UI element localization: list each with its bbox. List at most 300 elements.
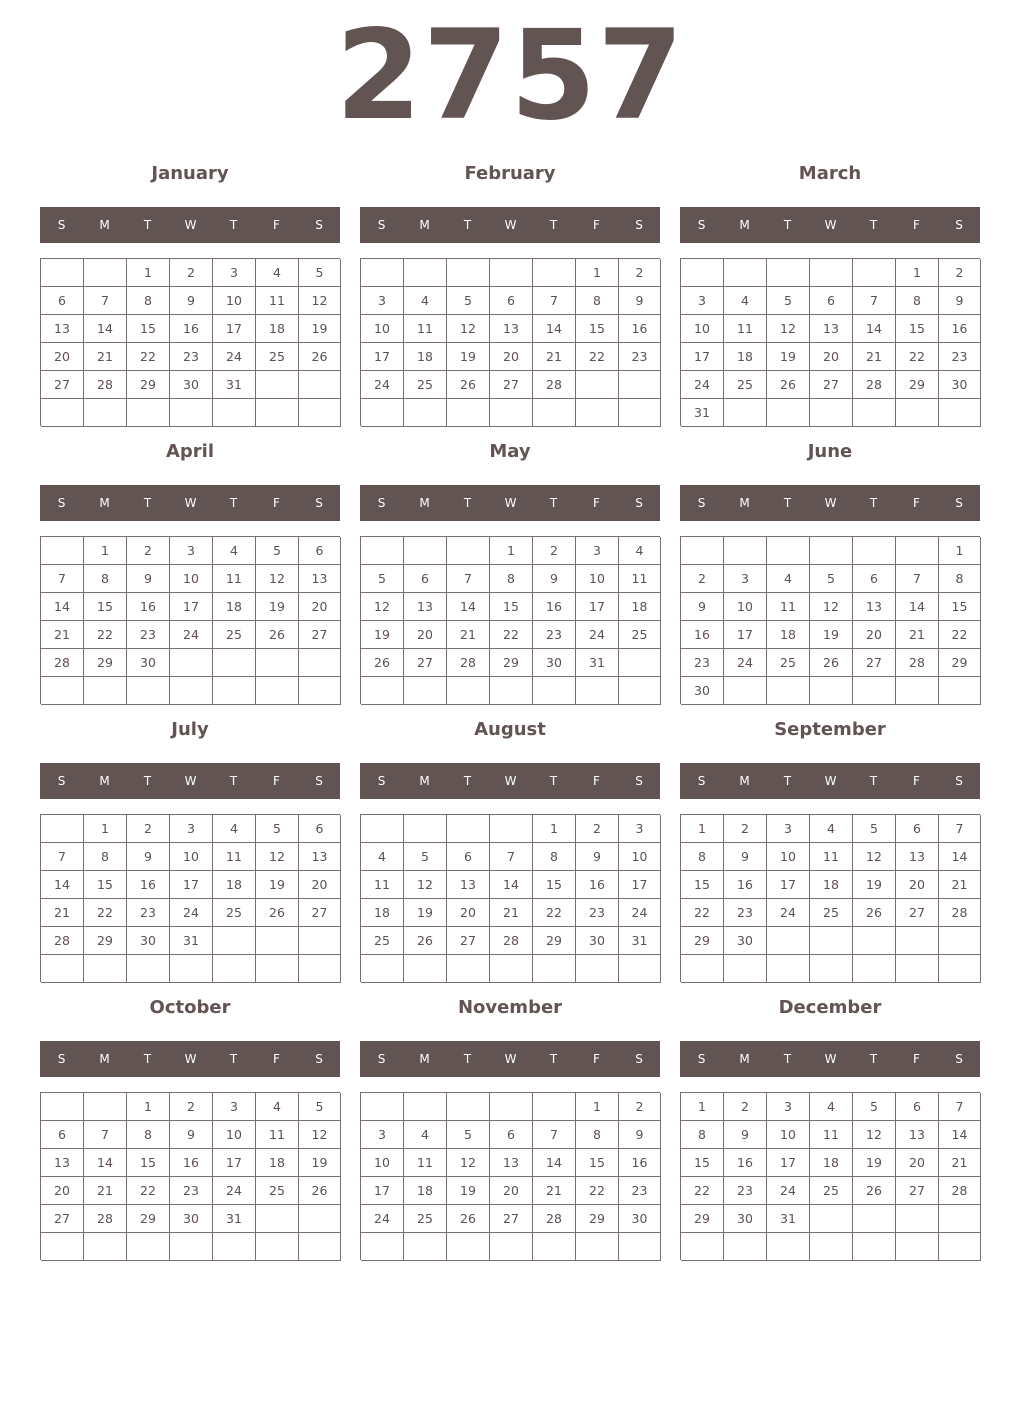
day-cell: 28 [533,371,576,399]
day-cell: 29 [896,371,939,399]
day-cell: 25 [404,371,447,399]
day-cell: 2 [533,537,576,565]
day-cell: 12 [853,1121,896,1149]
empty-cell [299,1233,341,1261]
empty-cell [84,677,127,705]
day-cell: 19 [299,1149,341,1177]
day-cell: 20 [490,343,533,371]
day-cell: 30 [533,649,576,677]
empty-cell [576,371,619,399]
day-cell: 26 [810,649,853,677]
weekday-label: M [99,774,110,788]
empty-cell [41,815,84,843]
month-april [40,437,340,707]
empty-cell [767,677,810,705]
day-cell: 17 [767,871,810,899]
empty-cell [724,399,767,427]
day-cell: 7 [490,843,533,871]
weekday-label: M [739,1052,750,1066]
day-cell: 4 [810,815,853,843]
day-cell: 27 [404,649,447,677]
empty-cell [619,955,661,983]
day-cell: 14 [447,593,490,621]
day-cell: 8 [490,565,533,593]
weekday-label: T [143,496,152,510]
empty-cell [853,537,896,565]
empty-cell [213,1233,256,1261]
day-cell: 16 [170,315,213,343]
empty-cell [447,399,490,427]
day-cell: 1 [576,1093,619,1121]
empty-cell [447,955,490,983]
day-cell: 13 [853,593,896,621]
month-december [680,993,980,1263]
day-cell: 31 [213,1205,256,1233]
day-cell: 6 [490,287,533,315]
day-cell: 29 [84,927,127,955]
day-cell: 6 [41,1121,84,1149]
empty-cell [681,259,724,287]
day-cell: 15 [127,1149,170,1177]
day-cell: 12 [447,1149,490,1177]
day-cell: 19 [256,871,299,899]
weekday-label: S [955,1052,963,1066]
day-cell: 1 [84,815,127,843]
day-cell: 8 [939,565,981,593]
month-title: September [774,719,886,740]
day-cell: 24 [576,621,619,649]
day-cell: 5 [256,815,299,843]
empty-cell [299,927,341,955]
empty-cell [724,677,767,705]
empty-cell [41,399,84,427]
day-cell: 8 [127,1121,170,1149]
day-cell: 13 [490,315,533,343]
day-cell: 28 [447,649,490,677]
day-cell: 21 [84,343,127,371]
day-cell: 4 [404,287,447,315]
day-cell: 9 [170,1121,213,1149]
day-cell: 20 [41,343,84,371]
day-cell: 2 [170,259,213,287]
empty-cell [213,399,256,427]
empty-cell [404,677,447,705]
day-cell: 12 [767,315,810,343]
day-cell: 6 [299,815,341,843]
empty-cell [404,1093,447,1121]
empty-cell [256,649,299,677]
weekday-label: W [824,774,837,788]
day-cell: 10 [681,315,724,343]
empty-cell [533,955,576,983]
month-title: May [489,441,531,462]
day-cell: 23 [681,649,724,677]
empty-cell [41,1093,84,1121]
day-cell: 9 [939,287,981,315]
day-cell: 3 [170,815,213,843]
day-cell: 17 [213,1149,256,1177]
day-cell: 13 [490,1149,533,1177]
day-cell: 23 [724,1177,767,1205]
month-august [360,715,660,985]
month-october [40,993,340,1263]
day-cell: 20 [896,871,939,899]
day-cell: 26 [767,371,810,399]
empty-cell [533,1233,576,1261]
empty-cell [896,1233,939,1261]
empty-cell [853,927,896,955]
month-title: November [457,997,563,1018]
day-cell: 26 [256,621,299,649]
day-cell: 9 [724,1121,767,1149]
day-cell: 3 [724,565,767,593]
day-cell: 28 [939,1177,981,1205]
day-cell: 12 [256,565,299,593]
day-cell: 10 [361,1149,404,1177]
empty-cell [84,1233,127,1261]
day-cell: 21 [939,1149,981,1177]
empty-cell [213,927,256,955]
day-cell: 14 [84,1149,127,1177]
weekday-label: W [824,496,837,510]
day-cell: 19 [447,1177,490,1205]
weekday-label: M [99,218,110,232]
day-cell: 31 [767,1205,810,1233]
day-cell: 18 [404,1177,447,1205]
empty-cell [490,1093,533,1121]
day-cell: 16 [127,593,170,621]
empty-cell [84,1093,127,1121]
day-cell: 27 [810,371,853,399]
month-title: April [165,441,215,462]
empty-cell [127,677,170,705]
day-cell: 29 [939,649,981,677]
day-cell: 16 [576,871,619,899]
day-cell: 2 [724,1093,767,1121]
empty-cell [256,927,299,955]
day-cell: 18 [619,593,661,621]
empty-cell [84,259,127,287]
day-cell: 29 [84,649,127,677]
day-cell: 12 [299,1121,341,1149]
day-cell: 4 [404,1121,447,1149]
weekday-label: F [913,1052,920,1066]
empty-cell [361,677,404,705]
day-cell: 24 [213,343,256,371]
day-cell: 21 [533,1177,576,1205]
empty-cell [681,955,724,983]
day-cell: 30 [724,927,767,955]
day-cell: 2 [127,537,170,565]
weekday-label: S [697,218,706,232]
day-cell: 23 [619,1177,661,1205]
weekday-label: F [593,774,600,788]
day-cell: 21 [447,621,490,649]
empty-cell [404,1233,447,1261]
empty-cell [896,677,939,705]
empty-cell [939,927,981,955]
empty-cell [170,677,213,705]
weekday-label: T [783,218,792,232]
day-cell: 23 [170,343,213,371]
empty-cell [404,955,447,983]
day-grid [680,814,980,982]
day-cell: 15 [533,871,576,899]
day-cell: 2 [939,259,981,287]
day-cell: 11 [404,315,447,343]
month-march [680,159,980,429]
day-cell: 25 [767,649,810,677]
weekday-label: M [99,1052,110,1066]
day-cell: 10 [619,843,661,871]
day-cell: 28 [853,371,896,399]
day-cell: 19 [853,1149,896,1177]
empty-cell [256,1205,299,1233]
day-cell: 21 [533,343,576,371]
weekday-label: T [229,496,238,510]
day-cell: 25 [213,899,256,927]
day-cell: 13 [41,1149,84,1177]
day-cell: 24 [619,899,661,927]
weekday-label: M [419,774,430,788]
day-cell: 16 [533,593,576,621]
day-cell: 8 [576,287,619,315]
weekday-header [680,1041,980,1077]
day-cell: 13 [810,315,853,343]
empty-cell [533,677,576,705]
weekday-header [40,1041,340,1077]
empty-cell [810,1205,853,1233]
weekday-label: M [739,218,750,232]
day-cell: 18 [810,1149,853,1177]
month-september [680,715,980,985]
empty-cell [490,1233,533,1261]
empty-cell [724,259,767,287]
weekday-label: W [824,1052,837,1066]
empty-cell [853,1205,896,1233]
day-cell: 24 [767,899,810,927]
month-title: March [798,163,862,184]
day-cell: 10 [170,565,213,593]
day-cell: 15 [896,315,939,343]
day-cell: 27 [299,621,341,649]
day-cell: 1 [84,537,127,565]
day-cell: 26 [853,1177,896,1205]
day-cell: 27 [896,1177,939,1205]
day-cell: 26 [299,343,341,371]
day-cell: 19 [447,343,490,371]
weekday-label: S [955,496,963,510]
day-cell: 24 [681,371,724,399]
day-cell: 25 [724,371,767,399]
day-cell: 17 [619,871,661,899]
day-cell: 6 [810,287,853,315]
day-cell: 28 [84,1205,127,1233]
empty-cell [361,259,404,287]
empty-cell [853,399,896,427]
day-cell: 7 [939,815,981,843]
day-cell: 19 [767,343,810,371]
day-cell: 5 [404,843,447,871]
empty-cell [256,399,299,427]
empty-cell [724,1233,767,1261]
year-title: 2757 [335,4,685,148]
empty-cell [896,1205,939,1233]
month-title: January [151,163,229,184]
day-cell: 4 [361,843,404,871]
weekday-label: F [273,774,280,788]
day-cell: 14 [533,315,576,343]
empty-cell [767,927,810,955]
day-cell: 4 [213,537,256,565]
day-cell: 5 [447,287,490,315]
day-cell: 22 [681,899,724,927]
weekday-label: T [869,774,878,788]
day-cell: 8 [84,565,127,593]
day-cell: 1 [127,1093,170,1121]
day-cell: 11 [810,1121,853,1149]
weekday-label: S [377,774,386,788]
empty-cell [619,371,661,399]
day-cell: 10 [170,843,213,871]
day-cell: 23 [533,621,576,649]
empty-cell [361,1233,404,1261]
weekday-label: S [955,774,963,788]
day-cell: 21 [84,1177,127,1205]
empty-cell [404,537,447,565]
weekday-label: S [57,496,66,510]
weekday-label: S [315,496,323,510]
weekday-label: T [143,774,152,788]
day-cell: 27 [41,371,84,399]
empty-cell [404,815,447,843]
empty-cell [299,371,341,399]
day-cell: 4 [767,565,810,593]
day-cell: 19 [256,593,299,621]
weekday-label: T [783,774,792,788]
empty-cell [896,927,939,955]
day-cell: 18 [724,343,767,371]
day-cell: 25 [213,621,256,649]
day-cell: 30 [127,649,170,677]
weekday-label: T [869,1052,878,1066]
day-cell: 17 [213,315,256,343]
weekday-label: M [739,496,750,510]
day-cell: 4 [213,815,256,843]
day-cell: 30 [127,927,170,955]
day-cell: 20 [41,1177,84,1205]
day-cell: 8 [681,843,724,871]
empty-cell [576,1233,619,1261]
day-cell: 27 [896,899,939,927]
weekday-label: T [463,774,472,788]
day-cell: 20 [299,593,341,621]
day-cell: 20 [490,1177,533,1205]
day-cell: 16 [170,1149,213,1177]
day-cell: 10 [361,315,404,343]
day-cell: 6 [896,815,939,843]
empty-cell [447,537,490,565]
weekday-header [40,763,340,799]
empty-cell [767,955,810,983]
empty-cell [256,955,299,983]
empty-cell [896,537,939,565]
weekday-label: F [913,774,920,788]
empty-cell [404,399,447,427]
day-cell: 20 [447,899,490,927]
day-cell: 13 [896,1121,939,1149]
day-grid [680,258,980,426]
day-cell: 22 [896,343,939,371]
day-cell: 24 [170,899,213,927]
day-cell: 29 [681,1205,724,1233]
day-cell: 26 [447,371,490,399]
day-cell: 11 [213,565,256,593]
weekday-header [360,485,660,521]
empty-cell [41,259,84,287]
day-cell: 13 [41,315,84,343]
day-cell: 13 [447,871,490,899]
empty-cell [810,1233,853,1261]
day-cell: 10 [724,593,767,621]
day-cell: 12 [853,843,896,871]
day-cell: 11 [361,871,404,899]
day-cell: 20 [299,871,341,899]
day-cell: 1 [681,815,724,843]
weekday-label: T [229,218,238,232]
day-cell: 22 [490,621,533,649]
empty-cell [127,955,170,983]
day-cell: 4 [810,1093,853,1121]
day-cell: 11 [810,843,853,871]
day-cell: 2 [576,815,619,843]
day-cell: 3 [170,537,213,565]
day-cell: 7 [896,565,939,593]
day-cell: 9 [724,843,767,871]
month-title: June [807,441,853,462]
day-cell: 29 [127,1205,170,1233]
day-cell: 22 [533,899,576,927]
weekday-header [680,485,980,521]
empty-cell [127,399,170,427]
day-cell: 22 [127,1177,170,1205]
empty-cell [213,955,256,983]
weekday-label: M [739,774,750,788]
day-cell: 8 [896,287,939,315]
day-cell: 29 [576,1205,619,1233]
empty-cell [361,815,404,843]
day-grid [360,1092,660,1260]
day-cell: 7 [939,1093,981,1121]
empty-cell [681,537,724,565]
weekday-label: M [419,496,430,510]
day-cell: 1 [533,815,576,843]
day-cell: 30 [619,1205,661,1233]
day-cell: 28 [490,927,533,955]
empty-cell [767,399,810,427]
empty-cell [619,399,661,427]
month-november [360,993,660,1263]
day-cell: 18 [404,343,447,371]
empty-cell [896,955,939,983]
weekday-label: W [504,496,517,510]
weekday-label: W [504,774,517,788]
day-cell: 24 [361,1205,404,1233]
weekday-label: M [419,218,430,232]
day-cell: 27 [853,649,896,677]
empty-cell [170,399,213,427]
empty-cell [404,259,447,287]
